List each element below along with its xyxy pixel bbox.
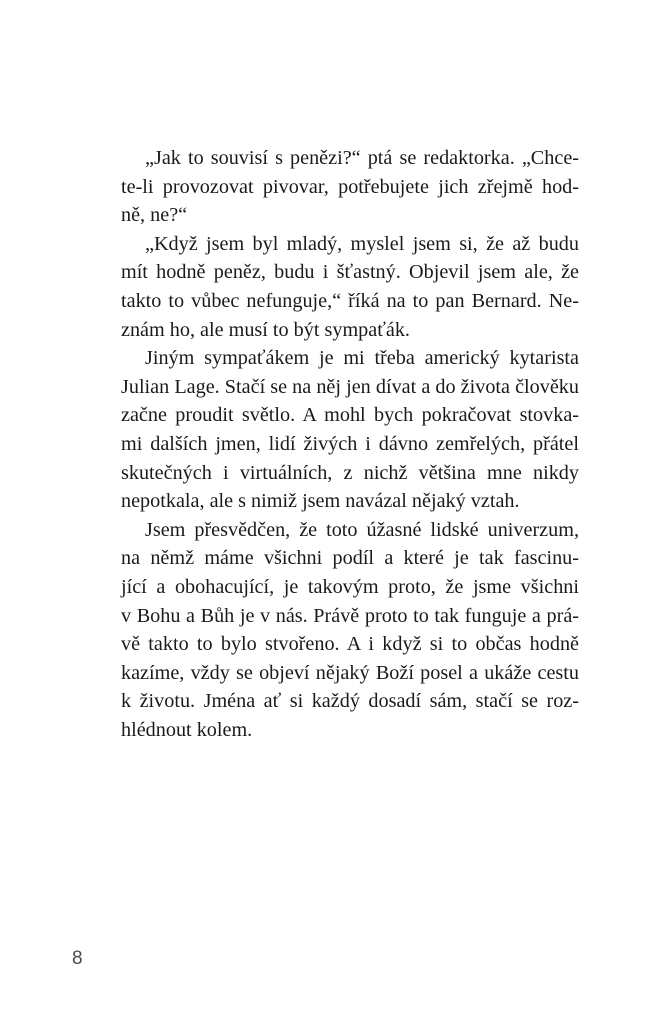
text-line: k životu. Jména ať si každý dosadí sám, stačí se roz- (121, 690, 579, 713)
body-text (73, 144, 579, 744)
text-line: Jiným sympaťákem je mi třeba americký kytarista (145, 347, 579, 370)
text-line: skutečných i virtuálních, z nichž většina mne nikdy (121, 461, 579, 484)
paragraph-1 (73, 144, 579, 230)
text-line: jící a obohacující, je takovým proto, že jsme všichni (121, 575, 579, 598)
text-line: nepotkala, ale s nimiž jsem navázal nějaký vztah. (121, 490, 520, 513)
text-line: te-li provozovat pivovar, potřebujete jich zřejmě hod- (121, 175, 579, 198)
text-line: mít hodně peněz, budu i šťastný. Objevil jsem ale, že (121, 261, 579, 284)
text-line: „Když jsem byl mladý, myslel jsem si, že až budu (145, 232, 579, 255)
text-line: začne proudit světlo. A mohl bych pokračovat stovka- (121, 404, 579, 427)
text-line: Julian Lage. Stačí se na něj jen dívat a do života člověku (121, 375, 579, 398)
page-number: 8 (72, 948, 83, 969)
text-line: mi dalších jmen, lidí živých i dávno zemřelých, přátel (121, 432, 579, 455)
paragraph-4 (73, 516, 579, 745)
text-line: hlédnout kolem. (121, 718, 253, 741)
text-line: vě takto to bylo stvořeno. A i když si to občas hodně (121, 633, 579, 656)
text-line: Jsem přesvědčen, že toto úžasné lidské univerzum, (145, 518, 579, 541)
text-line: kazíme, vždy se objeví nějaký Boží posel a ukáže cestu (121, 661, 579, 684)
paragraph-2 (73, 230, 579, 344)
paragraph-3 (73, 344, 579, 516)
text-line: takto to vůbec nefunguje,“ říká na to pan Bernard. Ne- (121, 289, 579, 312)
text-line: „Jak to souvisí s penězi?“ ptá se redaktorka. „Chce- (145, 147, 579, 169)
text-line: ně, ne?“ (121, 204, 188, 227)
text-line: v Bohu a Bůh je v nás. Právě proto to tak funguje a prá- (121, 604, 579, 627)
text-line: na němž máme všichni podíl a které je tak fascinu- (121, 547, 579, 570)
text-line: znám ho, ale musí to být sympaťák. (121, 318, 410, 341)
